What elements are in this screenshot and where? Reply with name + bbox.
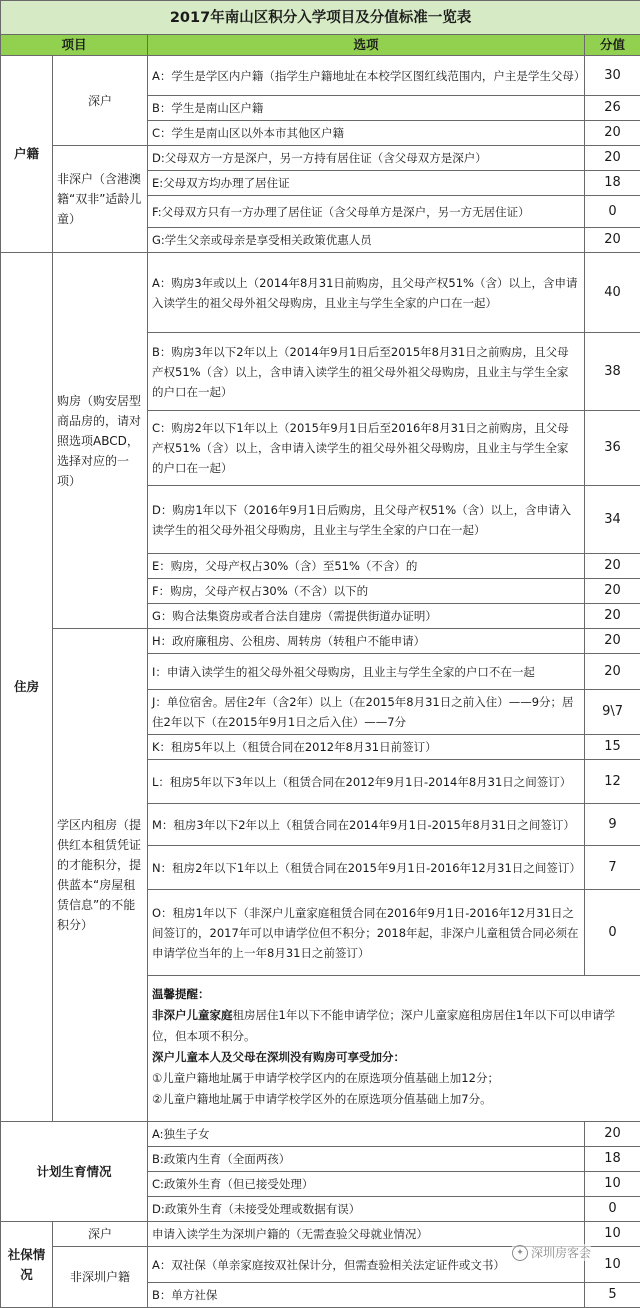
score-cell: 15 bbox=[585, 735, 640, 760]
score-cell: 0 bbox=[585, 890, 640, 976]
score-cell: 20 bbox=[585, 654, 640, 690]
option-row: D：购房1年以下（2016年9月1日后购房，且父母产权51%（含）以上，含申请入读学生的祖父母外祖父母购房，且业主与学生全家的户口在一起） bbox=[148, 486, 585, 554]
score-cell: 36 bbox=[585, 411, 640, 486]
option-row: K：租房5年以上（租赁合同在2012年8月31日前签订） bbox=[148, 735, 585, 760]
score-cell: 20 bbox=[585, 579, 640, 604]
header-option: 选项 bbox=[148, 35, 585, 56]
reminder-line-4: ②儿童户籍地址属于申请学校学区外的在原选项分值基础上加7分。 bbox=[152, 1089, 636, 1110]
option-row: A：学生是学区内户籍（指学生户籍地址在本校学区图红线范围内，户主是学生父母） bbox=[148, 56, 585, 96]
option-row: B：单方社保 bbox=[148, 1283, 585, 1308]
option-row: F:父母双方只有一方办理了居住证（含父母单方是深户，另一方无居住证） bbox=[148, 196, 585, 228]
page-title: 2017年南山区积分入学项目及分值标准一览表 bbox=[1, 1, 640, 35]
reminder-note bbox=[148, 976, 640, 1122]
option-row: B：购房3年以下2年以上（2014年9月1日后至2015年8月31日之前购房，且父母产权51%（含）以上，含申请入读学生的祖父母外祖父母购房，且业主与学生全家的户口在一起） bbox=[148, 333, 585, 411]
score-cell: 20 bbox=[585, 554, 640, 579]
category-huji: 户籍 bbox=[1, 56, 53, 253]
category-jihua: 计划生育情况 bbox=[1, 1122, 148, 1222]
option-row: D:政策外生育（未接受处理或数据有误） bbox=[148, 1197, 585, 1222]
header-item: 项目 bbox=[1, 35, 148, 56]
option-row: A：双社保（单亲家庭按双社保计分，但需查验相关法定证件或文书） bbox=[148, 1247, 585, 1283]
option-row: J：单位宿舍。居住2年（含2年）以上（在2015年8月31日之前入住）——9分；居住2年以下（在2015年9月1日之后入住）——7分 bbox=[148, 690, 585, 735]
option-row: E：购房，父母产权占30%（含）至51%（不含）的 bbox=[148, 554, 585, 579]
score-cell: 5 bbox=[585, 1283, 640, 1308]
option-row: M：租房3年以下2年以上（租赁合同在2014年9月1日-2015年8月31日之间签订） bbox=[148, 804, 585, 846]
option-row: O：租房1年以下（非深户儿童家庭租赁合同在2016年9月1日-2016年12月31日之间签订的，2017年可以申请学位但不积分；2018年起，非深户儿童租赁合同必须在申请学位当年的上一年8月31日之前签订） bbox=[148, 890, 585, 976]
score-cell: 20 bbox=[585, 1122, 640, 1147]
score-cell: 12 bbox=[585, 760, 640, 804]
sub-shebao-shenhu: 深户 bbox=[53, 1222, 148, 1247]
score-cell: 20 bbox=[585, 629, 640, 654]
option-row: L：租房5年以下3年以上（租赁合同在2012年9月1日-2014年8月31日之间签订） bbox=[148, 760, 585, 804]
option-row: B：学生是南山区户籍 bbox=[148, 96, 585, 121]
option-row: C:政策外生育（但已接受处理） bbox=[148, 1172, 585, 1197]
score-cell: 18 bbox=[585, 171, 640, 196]
score-cell: 9 bbox=[585, 804, 640, 846]
option-row: A:独生子女 bbox=[148, 1122, 585, 1147]
option-row: A：购房3年或以上（2014年8月31日前购房，且父母产权51%（含）以上，含申请入读学生的祖父母外祖父母购房，且业主与学生全家的户口在一起） bbox=[148, 253, 585, 333]
option-row: E:父母双方均办理了居住证 bbox=[148, 171, 585, 196]
option-row: B:政策内生育（全面两孩） bbox=[148, 1147, 585, 1172]
score-cell: 10 bbox=[585, 1222, 640, 1247]
category-shebao: 社保情况 bbox=[1, 1222, 53, 1308]
category-zhufang: 住房 bbox=[1, 253, 53, 1122]
reminder-heading: 温馨提醒： bbox=[152, 984, 636, 1005]
score-cell: 20 bbox=[585, 604, 640, 629]
reminder-line-1: 非深户儿童家庭租房居住1年以下不能申请学位；深户儿童家庭租房居住1年以下可以申请学位，但本项不积分。 bbox=[152, 1005, 636, 1047]
option-row: G：购合法集资房或者合法自建房（需提供街道办证明） bbox=[148, 604, 585, 629]
option-row: D:父母双方一方是深户，另一方持有居住证（含父母双方是深户） bbox=[148, 146, 585, 171]
reminder-line-3: ①儿童户籍地址属于申请学校学区内的在原选项分值基础上加12分； bbox=[152, 1068, 636, 1089]
option-row: G:学生父亲或母亲是享受相关政策优惠人员 bbox=[148, 228, 585, 253]
watermark-text: 深圳房客会 bbox=[531, 1244, 591, 1261]
option-row: C：购房2年以下1年以上（2015年9月1日后至2016年8月31日之前购房，且父母产权51%（含）以上，含申请入读学生的祖父母外祖父母购房，且业主与学生全家的户口在一起） bbox=[148, 411, 585, 486]
score-cell: 20 bbox=[585, 146, 640, 171]
header-score: 分值 bbox=[585, 35, 640, 56]
sub-zufang: 学区内租房（提供红本租赁凭证的才能积分，提供蓝本“房屋租赁信息”的不能积分） bbox=[53, 629, 148, 1122]
score-cell: 20 bbox=[585, 228, 640, 253]
sub-shebao-feishenhu: 非深圳户籍 bbox=[53, 1247, 148, 1308]
option-row: F：购房，父母产权占30%（不含）以下的 bbox=[148, 579, 585, 604]
option-row: H：政府廉租房、公租房、周转房（转租户不能申请） bbox=[148, 629, 585, 654]
score-cell: 40 bbox=[585, 253, 640, 333]
score-cell: 20 bbox=[585, 121, 640, 146]
score-cell: 0 bbox=[585, 196, 640, 228]
score-cell: 7 bbox=[585, 846, 640, 890]
score-cell: 30 bbox=[585, 56, 640, 96]
option-row: N：租房2年以下1年以上（租赁合同在2015年9月1日-2016年12月31日之间签订） bbox=[148, 846, 585, 890]
sub-shenhu: 深户 bbox=[53, 56, 148, 146]
reminder-line-2: 深户儿童本人及父母在深圳没有购房可享受加分： bbox=[152, 1047, 636, 1068]
score-cell: 9\7 bbox=[585, 690, 640, 735]
score-cell: 0 bbox=[585, 1197, 640, 1222]
score-cell: 18 bbox=[585, 1147, 640, 1172]
score-cell: 26 bbox=[585, 96, 640, 121]
score-cell: 10 bbox=[585, 1172, 640, 1197]
sub-goufang: 购房（购安居型商品房的，请对照选项ABCD，选择对应的一项） bbox=[53, 253, 148, 629]
option-row: I：申请入读学生的祖父母外祖父母购房，且业主与学生全家的户口不在一起 bbox=[148, 654, 585, 690]
sub-feishenhu: 非深户（含港澳籍“双非”适龄儿童） bbox=[53, 146, 148, 253]
score-cell: 10 bbox=[585, 1247, 640, 1283]
option-row: 申请入读学生为深圳户籍的（无需查验父母就业情况） bbox=[148, 1222, 585, 1247]
watermark bbox=[512, 1244, 591, 1261]
wechat-icon: ✦ bbox=[512, 1245, 528, 1261]
score-cell: 34 bbox=[585, 486, 640, 554]
option-row: C：学生是南山区以外本市其他区户籍 bbox=[148, 121, 585, 146]
score-cell: 38 bbox=[585, 333, 640, 411]
